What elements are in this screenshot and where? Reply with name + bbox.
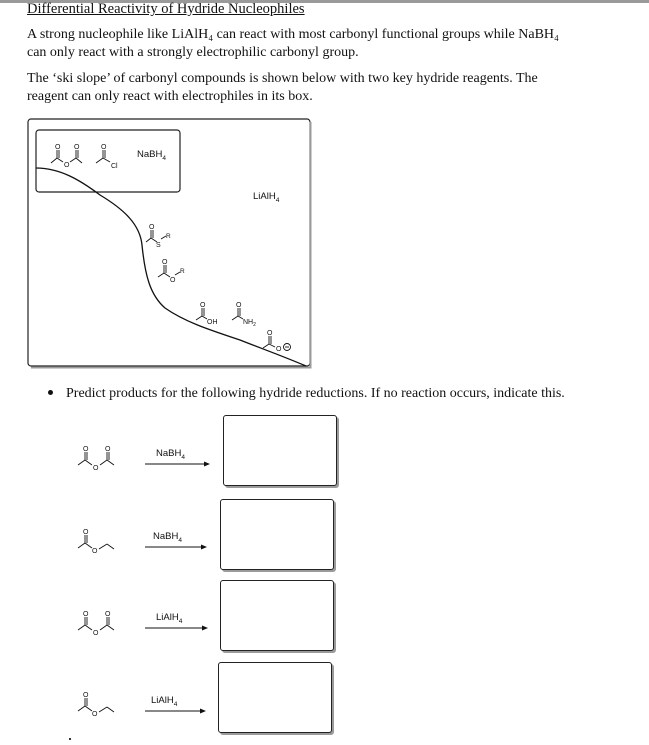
- ski-slope-line-1: The ‘ski slope’ of carbonyl compounds is shown below with two key hydride reagents. The: [27, 71, 538, 86]
- answer-box-1[interactable]: [223, 415, 337, 486]
- reaction-2-reagent: NaBH$_4$: [153, 531, 182, 544]
- anhydride-bridge-o: O: [64, 162, 70, 169]
- reaction-4-reagent: LiAlH$_4$: [151, 695, 178, 708]
- svg-text:O: O: [105, 611, 111, 618]
- intro-line-2: can only react with a strongly electrophilic carbonyl group.: [27, 45, 359, 60]
- thioester-r: R: [166, 233, 171, 240]
- svg-text:O: O: [83, 692, 89, 699]
- anhydride-o-top-1: O: [55, 144, 61, 151]
- svg-text:O: O: [149, 224, 155, 231]
- ski-slope-line-2: reagent can only react with electrophiles in its box.: [27, 89, 313, 104]
- answer-box-3[interactable]: [220, 580, 334, 651]
- svg-text:O: O: [92, 711, 98, 718]
- svg-text:O: O: [83, 446, 89, 453]
- ester-o: O: [170, 277, 176, 284]
- svg-text:O: O: [200, 302, 206, 309]
- reaction-3-substrate: [78, 617, 114, 630]
- page-title: Differential Reactivity of Hydride Nucleophiles: [27, 1, 305, 17]
- bullet-dot: [48, 390, 53, 395]
- cl-label: Cl: [111, 163, 118, 170]
- answer-box-2[interactable]: [220, 499, 334, 570]
- reaction-3-reagent: LiAlH$_4$: [156, 612, 183, 625]
- svg-text:O: O: [162, 259, 168, 266]
- svg-text:O: O: [267, 330, 273, 337]
- nabh4-label: NaBH$_4$: [137, 149, 166, 162]
- svg-text:O: O: [83, 611, 89, 618]
- nh2-label: $NH_2$: [243, 319, 256, 328]
- oh-label: OH: [207, 319, 218, 326]
- carboxylate-o: O: [276, 346, 282, 353]
- ester-r: R: [180, 268, 185, 275]
- svg-text:O: O: [93, 630, 99, 637]
- svg-text:O: O: [105, 446, 111, 453]
- question-bullet: [48, 386, 565, 402]
- lialh4-label: LiAlH$_4$: [253, 191, 280, 204]
- reaction-1-reagent: NaBH$_4$: [156, 448, 185, 461]
- answer-box-4[interactable]: [218, 662, 332, 733]
- reaction-2-substrate: [78, 535, 114, 549]
- svg-text:O: O: [236, 302, 242, 309]
- thioester-s: S: [156, 242, 161, 249]
- intro-line-1: A strong nucleophile like LiAlH₄ can react with most carbonyl functional groups while NaBH₄: [27, 27, 559, 42]
- anhydride-o-top-2: O: [74, 144, 80, 151]
- svg-text:O: O: [101, 144, 107, 151]
- reaction-1-substrate: [78, 452, 114, 465]
- svg-text:O: O: [83, 529, 89, 536]
- svg-text:O: O: [92, 548, 98, 555]
- reaction-4-substrate: [78, 698, 114, 712]
- question-text: Predict products for the following hydride reductions. If no reaction occurs, indicate this.: [66, 386, 565, 401]
- svg-text:O: O: [93, 465, 99, 472]
